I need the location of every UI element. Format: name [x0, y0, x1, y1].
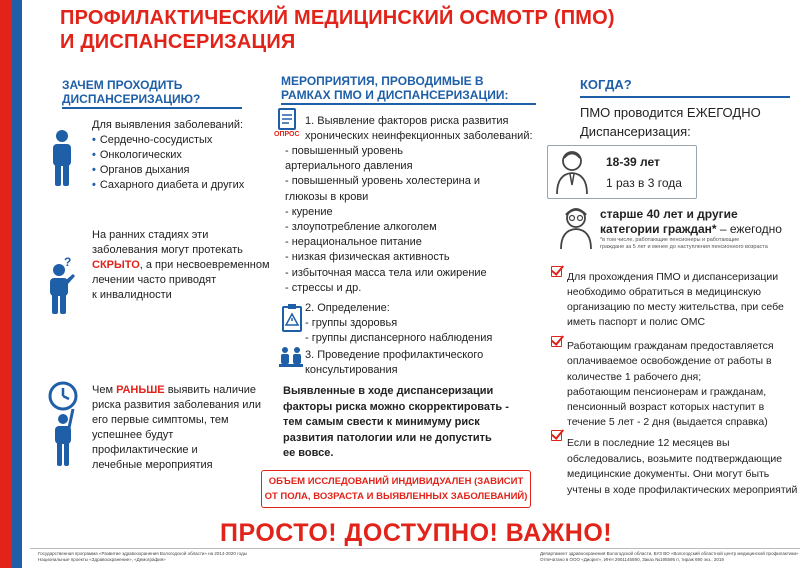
- why-intro: Для выявления заболеваний:: [92, 119, 244, 131]
- hidden-word: СКРЫТО: [92, 259, 140, 271]
- sooner-word: РАНЬШЕ: [116, 384, 165, 396]
- title-line-1: ПРОФИЛАКТИЧЕСКИЙ МЕДИЦИНСКИЙ ОСМОТР (ПМО): [60, 7, 615, 29]
- risk-factor-list: [285, 144, 487, 296]
- footer-left: Государственная программа «Развитие здравоохранения Вологодской области» на 2014-2020 годы Национальные проекты «Здравоохранение», «Демография»: [38, 551, 247, 562]
- opros-label: ОПРОС: [274, 131, 300, 138]
- scope-notice-box: ОБЪЕМ ИССЛЕДОВАНИЙ ИНДИВИДУАЛЕН (ЗАВИСИТ ОТ ПОЛА, ВОЗРАСТА И ВЫЯВЛЕННЫХ ЗАБОЛЕВАНИЙ): [261, 470, 531, 508]
- events-heading: МЕРОПРИЯТИЯ, ПРОВОДИМЫЕ В РАМКАХ ПМО И ДИСПАНСЕРИЗАЦИИ:: [281, 74, 509, 102]
- why-heading-underline: [62, 107, 242, 109]
- disease-item: • Онкологических: [92, 148, 244, 163]
- risk-factor: глюкозы в крови: [285, 190, 369, 203]
- checkmark-icon: [551, 336, 562, 347]
- categories-footnote: *в том числе, работающие пенсионеры и работающие граждане за 5 лет и менее до наступления пенсионного возраста: [600, 237, 768, 250]
- risk-factor: - нерациональное питание: [285, 236, 422, 249]
- page-title: [60, 6, 660, 54]
- title-line-2: И ДИСПАНСЕРИЗАЦИЯ: [60, 31, 296, 53]
- blue-side-stripe: [12, 0, 22, 568]
- footer-right: Департамент здравоохранения Вологодской области, БУЗ ВО «Вологодский областной центр медицинской профилактики» Отпечатано в ООО «Диорит», ИНН 2901145590, Заказ №195595 п, тираж 690 экз., 2019: [540, 551, 799, 562]
- early-stage-text: На ранних стадиях эти заболевания могут протекать СКРЫТО, а при несвоевременном лечении часто приводят к инвалидности: [92, 229, 270, 301]
- when-heading-underline: [580, 96, 790, 98]
- older-man-icon: [558, 206, 594, 250]
- clock-person-icon: [46, 381, 80, 467]
- disease-list: [92, 133, 244, 193]
- risk-factor: - повышенный уровень: [285, 145, 403, 157]
- events-heading-underline: [281, 103, 536, 105]
- red-side-stripe: [0, 0, 12, 568]
- slogan: ПРОСТО! ДОСТУПНО! ВАЖНО!: [220, 519, 613, 547]
- disease-item: • Органов дыхания: [92, 163, 244, 178]
- clipboard-warning-icon: [281, 303, 303, 333]
- how-to-apply-text: Для прохождения ПМО и диспансеризации необходимо обратиться в медицинскую организацию по месту жительства, при себе иметь паспорт и полис ОМС: [567, 271, 784, 328]
- work-release-text: Работающим гражданам предоставляется оплачиваемое освобождение от работы в количестве 1 рабочего дня; работающим пенсионерам и гражданам, пенсионный возраст которых наступит в течение 5 лет - 2 дня (выдается справка): [567, 340, 774, 429]
- frequency-text: ПМО проводится ЕЖЕГОДНО Диспансеризация:: [580, 105, 761, 139]
- previous-exam-text: Если в последние 12 месяцев вы обследовались, возьмите подтверждающие медицинские документы. Они могут быть учтены в ходе профилактических мероприятий: [567, 437, 798, 496]
- checkmark-icon: [551, 266, 562, 277]
- dispensary-group-item: - группы диспансерного наблюдения: [305, 332, 493, 344]
- risk-factor: - повышенный уровень холестерина и: [285, 175, 481, 188]
- step1-text: 1. Выявление факторов риска развития хронических неинфекционных заболеваний:: [305, 115, 533, 142]
- person-thinking-icon: [46, 256, 80, 314]
- disease-item: • Сахарного диабета и других: [92, 178, 244, 193]
- risk-correction-text: Выявленные в ходе диспансеризации факторы риска можно скорректировать - тем самым свести к минимуму риск развития патологии или не допустить ее вовсе.: [283, 385, 509, 459]
- risk-factor: - избыточная масса тела или ожирение: [285, 266, 487, 279]
- questionnaire-icon: [276, 108, 298, 130]
- risk-factor: артериального давления: [285, 160, 413, 173]
- risk-factor: - стрессы и др.: [285, 281, 362, 294]
- disease-item: • Сердечно-сосудистых: [92, 133, 244, 148]
- consultation-icon: [278, 345, 304, 371]
- step2-text: 2. Определение: - группы здоровья - группы диспансерного наблюдения: [305, 302, 493, 344]
- why-heading: ЗАЧЕМ ПРОХОДИТЬ ДИСПАНСЕРИЗАЦИЮ?: [62, 78, 201, 106]
- risk-factor: - курение: [285, 205, 333, 218]
- frequency-once-3-years: 1 раз в 3 года: [606, 176, 682, 190]
- person-standing-icon: [49, 130, 75, 186]
- health-group-item: - группы здоровья: [305, 317, 398, 329]
- risk-factor: - злоупотребление алкоголем: [285, 221, 437, 234]
- age-18-39-label: 18-39 лет: [606, 155, 660, 169]
- sooner-text: Чем РАНЬШЕ выявить наличие риска развития заболевания или его первые симптомы, тем успешнее будут профилактические и лечебные мероприятия: [92, 384, 261, 471]
- age-40-plus-label: старше 40 лет и другие категории граждан* – ежегодно: [600, 207, 782, 236]
- footer-divider: [30, 548, 800, 549]
- svg-text:?: ?: [64, 256, 72, 269]
- young-man-icon: [554, 149, 590, 195]
- when-heading: КОГДА?: [580, 77, 632, 92]
- risk-factor: - низкая физическая активность: [285, 251, 450, 264]
- age-group-18-39-card: [547, 145, 697, 199]
- checkmark-icon: [551, 430, 562, 441]
- step3-text: 3. Проведение профилактического консультирования: [305, 349, 484, 376]
